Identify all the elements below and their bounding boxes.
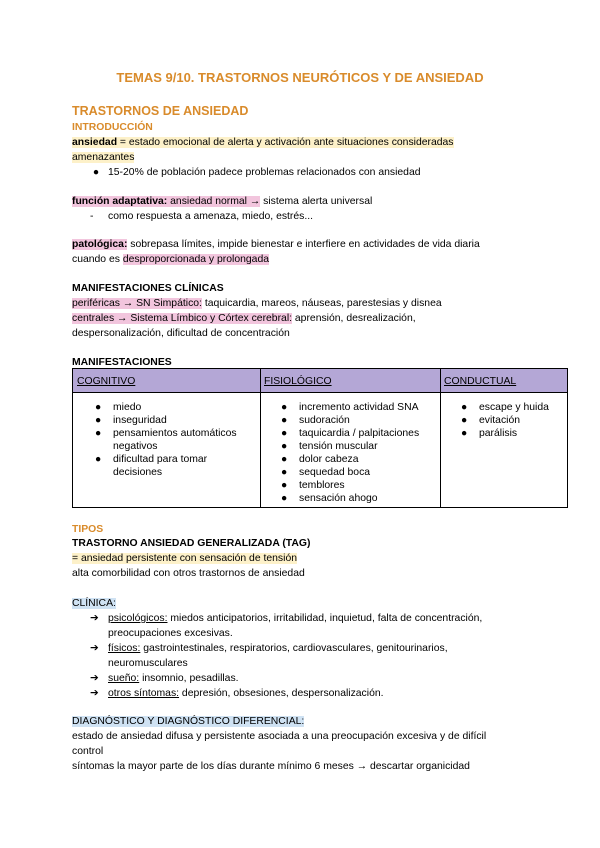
bullet-icon: ● <box>281 480 288 491</box>
funcion-rest: sistema alerta universal <box>260 196 373 207</box>
manif-line1-hl: periféricas → SN Simpático: <box>72 298 202 309</box>
clinica-item <box>108 611 482 626</box>
diagnostico-heading-text: DIAGNÓSTICO Y DIAGNÓSTICO DIFERENCIAL: <box>72 716 305 727</box>
bullet-icon: ● <box>461 428 468 439</box>
table-divider <box>260 369 261 507</box>
bullet-text: 15-20% de población padece problemas relacionados con ansiedad <box>108 167 421 178</box>
clinica-item-term: otros síntomas: <box>108 688 180 699</box>
diagnostico-heading <box>72 714 304 729</box>
clinica-heading-text: CLÍNICA: <box>72 598 116 609</box>
def-text: = estado emocional de alerta y activación ante situaciones consideradas <box>117 137 454 148</box>
list-item-cont: decisiones <box>113 467 163 478</box>
tag-line2: alta comorbilidad con otros trastornos de ansiedad <box>72 568 305 579</box>
manif-clinicas-heading: MANIFESTACIONES CLÍNICAS <box>72 283 224 294</box>
list-item: sequedad boca <box>299 467 371 478</box>
list-item: sensación ahogo <box>299 493 378 504</box>
bullet-icon: ● <box>281 428 288 439</box>
bullet-icon: ● <box>95 402 102 413</box>
clinica-item-cont: preocupaciones excesivas. <box>108 628 233 639</box>
list-item: taquicardia / palpitaciones <box>299 428 420 439</box>
table-header-conductual <box>440 369 567 393</box>
clinica-item <box>108 686 384 701</box>
bullet-icon: ● <box>281 467 288 478</box>
patologica-line1 <box>72 237 480 252</box>
bullet-icon: ● <box>92 167 100 178</box>
tag-heading: TRASTORNO ANSIEDAD GENERALIZADA (TAG) <box>72 538 311 549</box>
tag-def <box>72 551 297 566</box>
funcion-hl: ansiedad normal → <box>167 196 261 207</box>
list-item: incremento actividad SNA <box>299 402 419 413</box>
arrow-icon: ➔ <box>90 673 99 684</box>
manif-line2 <box>72 311 416 326</box>
bullet-icon: ● <box>281 441 288 452</box>
table-divider <box>440 369 441 507</box>
manif-line2-hl: centrales → Sistema Límbico y Córtex cerebral: <box>72 313 293 324</box>
clinica-item <box>108 641 448 656</box>
dash-icon: - <box>90 211 94 222</box>
list-item-cont: negativos <box>113 441 158 452</box>
header-label: FISIOLÓGICO <box>264 376 332 387</box>
bullet-icon: ● <box>281 402 288 413</box>
manif-line1-rest: taquicardia, mareos, náuseas, parestesias y disnea <box>201 298 442 309</box>
clinica-item-term: sueño: <box>108 673 140 684</box>
header-label: COGNITIVO <box>77 376 136 387</box>
diagnostico-line1: estado de ansiedad difusa y persistente asociada a una preocupación excesiva y de difícil <box>72 731 487 742</box>
table-header-fisiologico <box>260 369 440 393</box>
diagnostico-line3: síntomas la mayor parte de los días durante mínimo 6 meses → descartar organicidad <box>72 761 470 772</box>
tag-def-text: = ansiedad persistente con sensación de tensión <box>72 553 297 564</box>
bullet-icon: ● <box>95 415 102 426</box>
funcion-sub: como respuesta a amenaza, miedo, estrés... <box>108 211 314 222</box>
clinica-heading <box>72 596 116 611</box>
clinica-item <box>108 671 239 686</box>
clinica-item-text: depresión, obsesiones, despersonalización. <box>179 688 384 699</box>
manif-line3: despersonalización, dificultad de concentración <box>72 328 290 339</box>
patologica-line2-hl: desproporcionada y prolongada <box>122 254 269 265</box>
subheading-introduccion: INTRODUCCIÓN <box>72 122 153 133</box>
arrow-icon: ➔ <box>90 643 99 654</box>
list-item: evitación <box>479 415 521 426</box>
list-item: escape y huida <box>479 402 549 413</box>
funcion-adaptativa-line <box>72 194 372 209</box>
arrow-icon: ➔ <box>90 613 99 624</box>
header-label: CONDUCTUAL <box>444 376 517 387</box>
manif-line1 <box>72 296 442 311</box>
tipos-heading: TIPOS <box>72 524 104 535</box>
arrow-icon: ➔ <box>90 688 99 699</box>
bullet-icon: ● <box>95 428 102 439</box>
section-heading-ansiedad: TRASTORNOS DE ANSIEDAD <box>72 104 249 118</box>
bullet-icon: ● <box>95 454 102 465</box>
diagnostico-line2: control <box>72 746 104 757</box>
bullet-icon: ● <box>461 402 468 413</box>
def-ansiedad-line1 <box>72 135 454 150</box>
manif-table-heading: MANIFESTACIONES <box>72 357 172 368</box>
patologica-rest: sobrepasa límites, impide bienestar e interfiere en actividades de vida diaria <box>127 239 480 250</box>
list-item: miedo <box>113 402 142 413</box>
bullet-icon: ● <box>281 454 288 465</box>
manif-line2-rest: aprensión, desrealización, <box>292 313 416 324</box>
clinica-item-text: miedos anticipatorios, irritabilidad, inquietud, falta de concentración, <box>167 613 483 624</box>
list-item: dificultad para tomar <box>113 454 208 465</box>
clinica-item-text: insomnio, pesadillas. <box>139 673 239 684</box>
list-item: pensamientos automáticos <box>113 428 237 439</box>
def-text-cont: amenazantes <box>72 152 135 163</box>
list-item: dolor cabeza <box>299 454 359 465</box>
clinica-item-term: psicológicos: <box>108 613 168 624</box>
clinica-item-cont: neuromusculares <box>108 658 188 669</box>
def-term: ansiedad <box>72 137 118 148</box>
bullet-icon: ● <box>281 493 288 504</box>
list-item: parálisis <box>479 428 518 439</box>
bullet-icon: ● <box>281 415 288 426</box>
list-item: inseguridad <box>113 415 167 426</box>
patologica-line2 <box>72 252 269 267</box>
table-header-cognitivo <box>73 369 260 393</box>
list-item: temblores <box>299 480 345 491</box>
patologica-term: patológica: <box>72 239 128 250</box>
page-title: TEMAS 9/10. TRASTORNOS NEURÓTICOS Y DE ANSIEDAD <box>116 70 484 85</box>
clinica-item-term: físicos: <box>108 643 141 654</box>
list-item: sudoración <box>299 415 350 426</box>
def-ansiedad-line2 <box>72 150 134 165</box>
funcion-term: función adaptativa: <box>72 196 168 207</box>
bullet-icon: ● <box>461 415 468 426</box>
patologica-line2-pre: cuando es <box>72 254 123 265</box>
list-item: tensión muscular <box>299 441 378 452</box>
manifestaciones-table <box>72 368 568 508</box>
clinica-item-text: gastrointestinales, respiratorios, cardiovasculares, genitourinarios, <box>140 643 448 654</box>
